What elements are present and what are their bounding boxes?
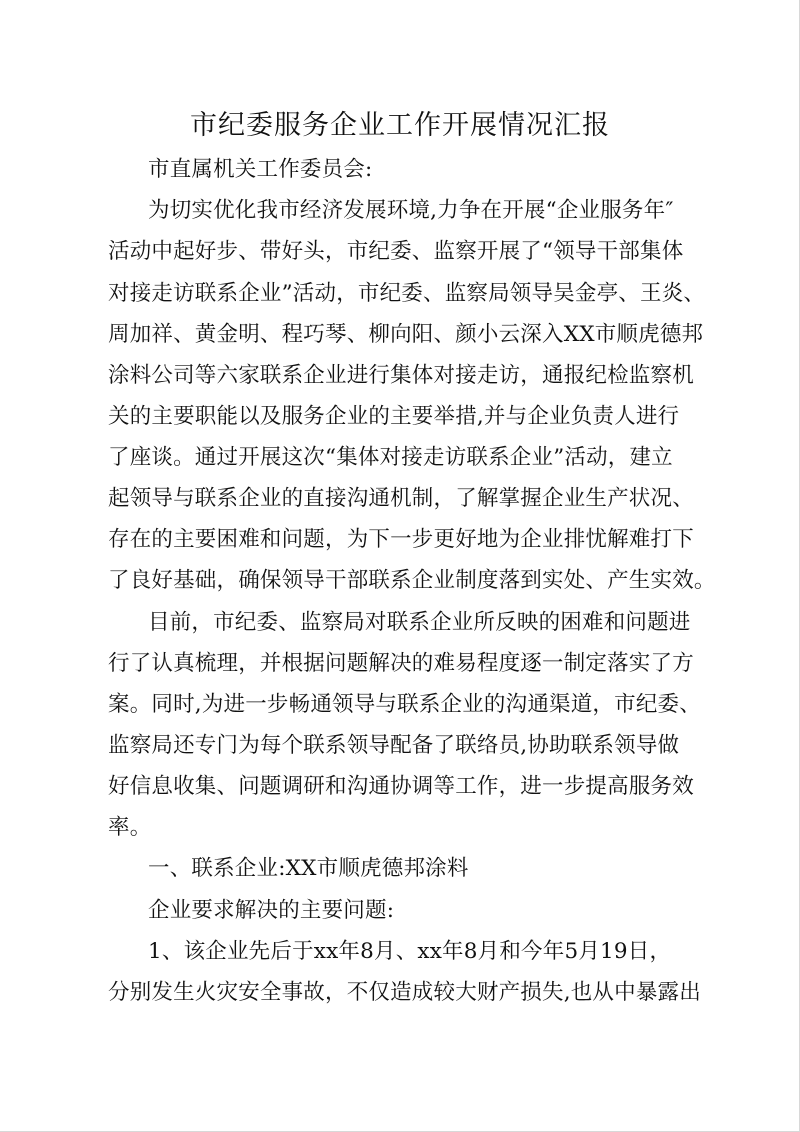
paragraph-1-line-5: 涂料公司等六家联系企业进行集体对接走访，通报纪检监察机 bbox=[108, 363, 694, 388]
paragraph-1-line-10: 了良好基础，确保领导干部联系企业制度落到实处、产生实效。 bbox=[108, 568, 716, 593]
paragraph-1-line-1: 为切实优化我市经济发展环境,力争在开展“企业服务年″ bbox=[148, 198, 674, 223]
paragraph-1-line-7: 了座谈。通过开展这次“集体对接走访联系企业”活动，建立 bbox=[108, 445, 673, 470]
paragraph-2-line-6: 率。 bbox=[108, 815, 152, 840]
paragraph-1-line-2: 活动中起好步、带好头，市纪委、监察开展了“领导干部集体 bbox=[108, 239, 684, 264]
paragraph-2-line-5: 好信息收集、问题调研和沟通协调等工作，进一步提高服务效 bbox=[108, 774, 694, 799]
section-heading-1: 一、联系企业:XX市顺虎德邦涂料 bbox=[148, 856, 469, 881]
paragraph-2-line-1: 目前，市纪委、监察局对联系企业所反映的困难和问题进 bbox=[148, 610, 691, 635]
item-1-line-2: 分别发生火灾安全事故，不仅造成较大财产损失,也从中暴露出 bbox=[108, 980, 701, 1005]
paragraph-2-line-3: 案。同时,为进一步畅通领导与联系企业的沟通渠道，市纪委、 bbox=[108, 692, 701, 717]
salutation: 市直属机关工作委员会: bbox=[148, 157, 373, 182]
item-1-line-1: 1、该企业先后于xx年8月、xx年8月和今年5月19日， bbox=[148, 939, 672, 964]
document-title: 市纪委服务企业工作开展情况汇报 bbox=[190, 110, 610, 141]
paragraph-1-line-8: 起领导与联系企业的直接沟通机制，了解掌握企业生产状况、 bbox=[108, 486, 694, 511]
paragraph-2-line-4: 监察局还专门为每个联系领导配备了联络员,协助联系领导做 bbox=[108, 733, 680, 758]
problems-heading: 企业要求解决的主要问题: bbox=[148, 898, 395, 923]
paragraph-1-line-4: 周加祥、黄金明、程巧琴、柳向阳、颜小云深入XX市顺虎德邦 bbox=[108, 322, 704, 347]
paragraph-1-line-3: 对接走访联系企业”活动，市纪委、监察局领导吴金亭、王炎、 bbox=[108, 281, 706, 306]
paragraph-1-line-6: 关的主要职能以及服务企业的主要举措,并与企业负责人进行 bbox=[108, 404, 680, 429]
paragraph-2-line-2: 行了认真梳理，并根据问题解决的难易程度逐一制定落实了方 bbox=[108, 651, 694, 676]
paragraph-1-line-9: 存在的主要困难和问题，为下一步更好地为企业排忧解难打下 bbox=[108, 527, 694, 552]
